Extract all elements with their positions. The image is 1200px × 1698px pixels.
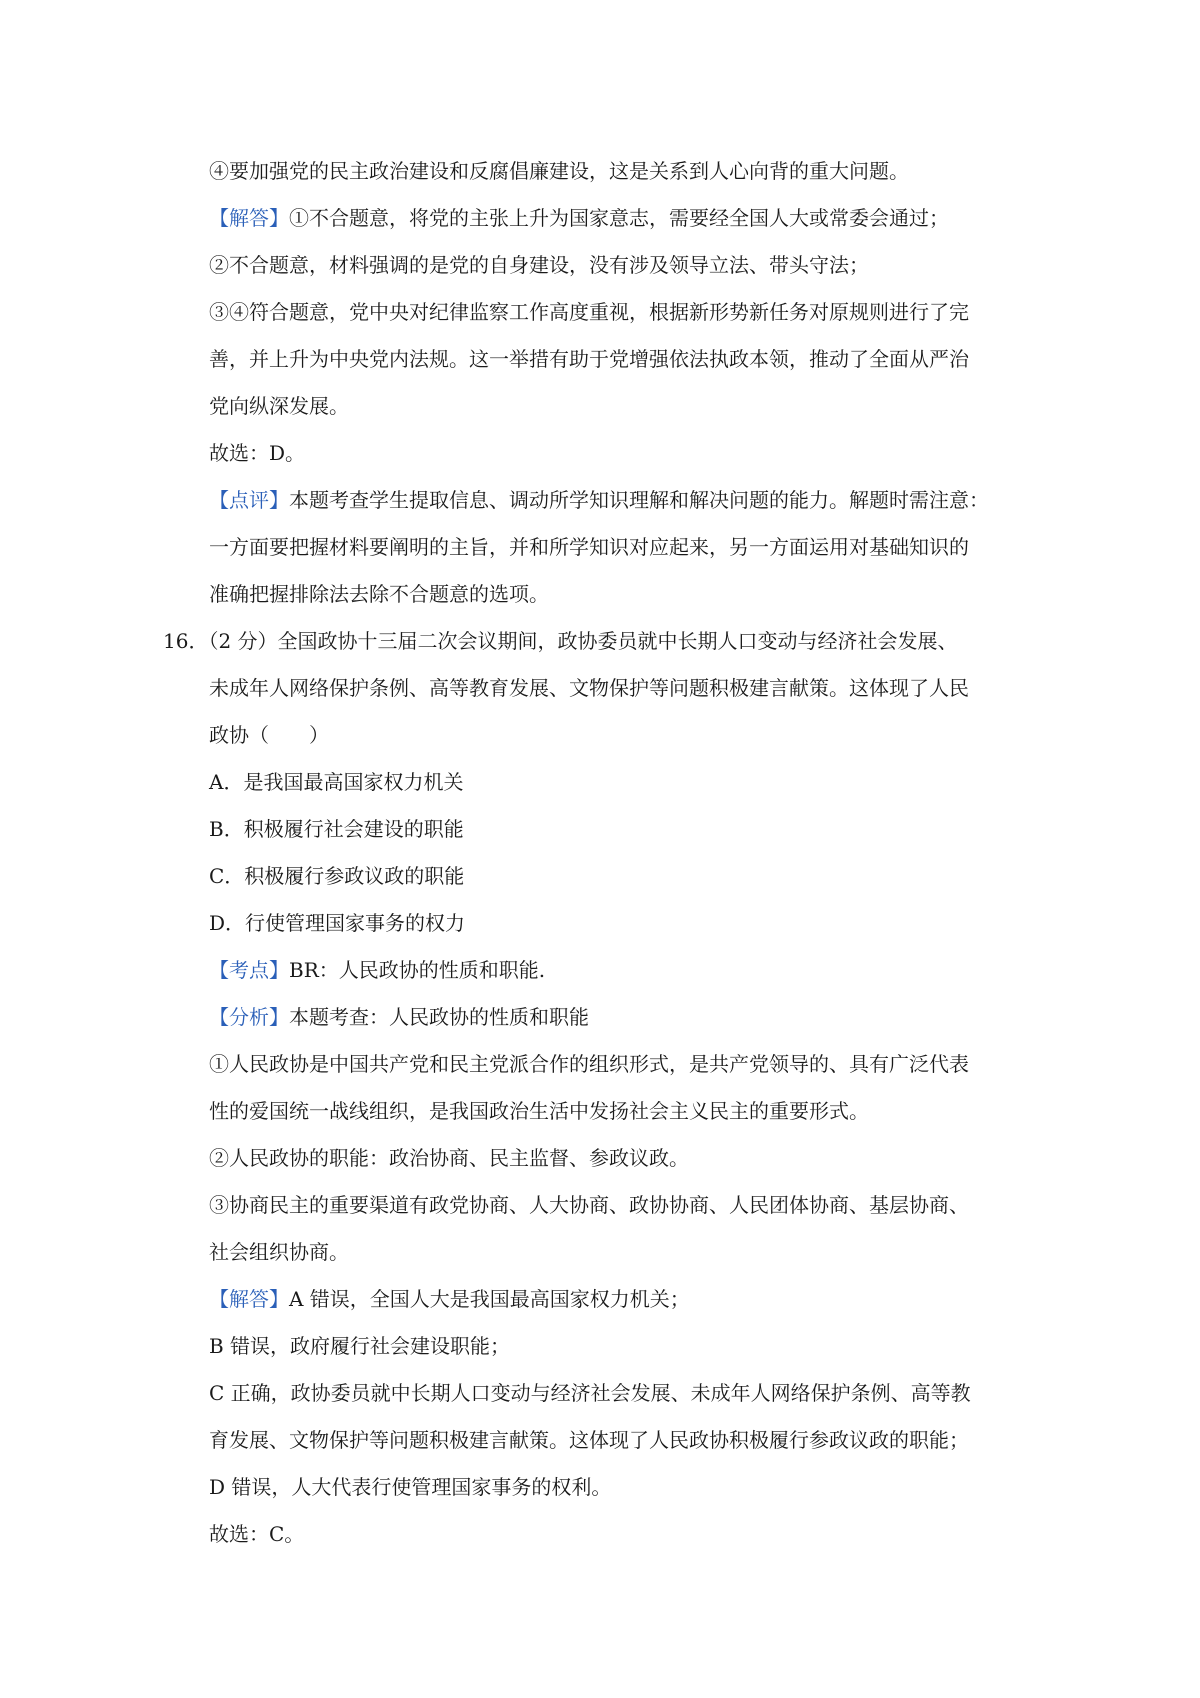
- kaodian-tag: 【考点】: [209, 958, 289, 982]
- q16-option-b: B．积极履行社会建设的职能: [209, 817, 464, 841]
- q16-analysis-line-1: 【分析】本题考查：人民政协的性质和职能: [209, 1005, 589, 1029]
- answer-tag: 【解答】: [209, 206, 289, 230]
- q15-answer-line-3: ③④符合题意，党中央对纪律监察工作高度重视，根据新形势新任务对原规则进行了完: [209, 300, 969, 324]
- q16-option-a: A．是我国最高国家权力机关: [209, 770, 464, 794]
- q16-kaodian: 【考点】BR：人民政协的性质和职能.: [209, 958, 546, 982]
- q16-answer-line-5: D 错误，人大代表行使管理国家事务的权利。: [209, 1475, 612, 1499]
- q16-analysis-line-6: 社会组织协商。: [209, 1240, 349, 1264]
- q16-stem-line-3: 政协（ ）: [209, 723, 329, 747]
- comment-tag: 【点评】: [209, 488, 289, 512]
- q16-stem-line-1: 16．（2 分）全国政协十三届二次会议期间，政协委员就中长期人口变动与经济社会发展、: [163, 629, 958, 653]
- q16-option-d: D．行使管理国家事务的权力: [209, 911, 466, 935]
- q15-answer-line-5: 党向纵深发展。: [209, 394, 349, 418]
- answer-tag-2: 【解答】: [209, 1287, 289, 1311]
- q16-analysis-line-3: 性的爱国统一战线组织，是我国政治生活中发扬社会主义民主的重要形式。: [209, 1099, 869, 1123]
- q16-answer-line-3: C 正确，政协委员就中长期人口变动与经济社会发展、未成年人网络保护条例、高等教: [209, 1381, 971, 1405]
- q16-analysis-line-2: ①人民政协是中国共产党和民主党派合作的组织形式，是共产党领导的、具有广泛代表: [209, 1052, 969, 1076]
- q16-analysis-line-4: ②人民政协的职能：政治协商、民主监督、参政议政。: [209, 1146, 689, 1170]
- q15-choice: 故选：D。: [209, 441, 306, 465]
- q16-stem-line-2: 未成年人网络保护条例、高等教育发展、文物保护等问题积极建言献策。这体现了人民: [209, 676, 969, 700]
- document-content: [163, 148, 1033, 1558]
- analysis-tag: 【分析】: [209, 1005, 289, 1029]
- q16-answer-line-2: B 错误，政府履行社会建设职能；: [209, 1334, 511, 1358]
- q16-choice: 故选：C。: [209, 1522, 305, 1546]
- q16-answer-line-1: 【解答】A 错误，全国人大是我国最高国家权力机关；: [209, 1287, 690, 1311]
- q16-analysis-line-5: ③协商民主的重要渠道有政党协商、人大协商、政协协商、人民团体协商、基层协商、: [209, 1193, 969, 1217]
- q15-answer-line-2: ②不合题意，材料强调的是党的自身建设，没有涉及领导立法、带头守法；: [209, 253, 869, 277]
- q16-answer-line-4: 育发展、文物保护等问题积极建言献策。这体现了人民政协积极履行参政议政的职能；: [209, 1428, 969, 1452]
- q15-answer-line-4: 善，并上升为中央党内法规。这一举措有助于党增强依法执政本领，推动了全面从严治: [209, 347, 969, 371]
- q15-answer-line-1: 【解答】①不合题意，将党的主张上升为国家意志，需要经全国人大或常委会通过；: [209, 206, 949, 230]
- point-4-line: ④要加强党的民主政治建设和反腐倡廉建设，这是关系到人心向背的重大问题。: [209, 159, 909, 183]
- q15-comment-line-2: 一方面要把握材料要阐明的主旨，并和所学知识对应起来，另一方面运用对基础知识的: [209, 535, 969, 559]
- q16-option-c: C．积极履行参政议政的职能: [209, 864, 465, 888]
- q15-comment-line-1: 【点评】本题考查学生提取信息、调动所学知识理解和解决问题的能力。解题时需注意：: [209, 488, 989, 512]
- q15-comment-line-3: 准确把握排除法去除不合题意的选项。: [209, 582, 549, 606]
